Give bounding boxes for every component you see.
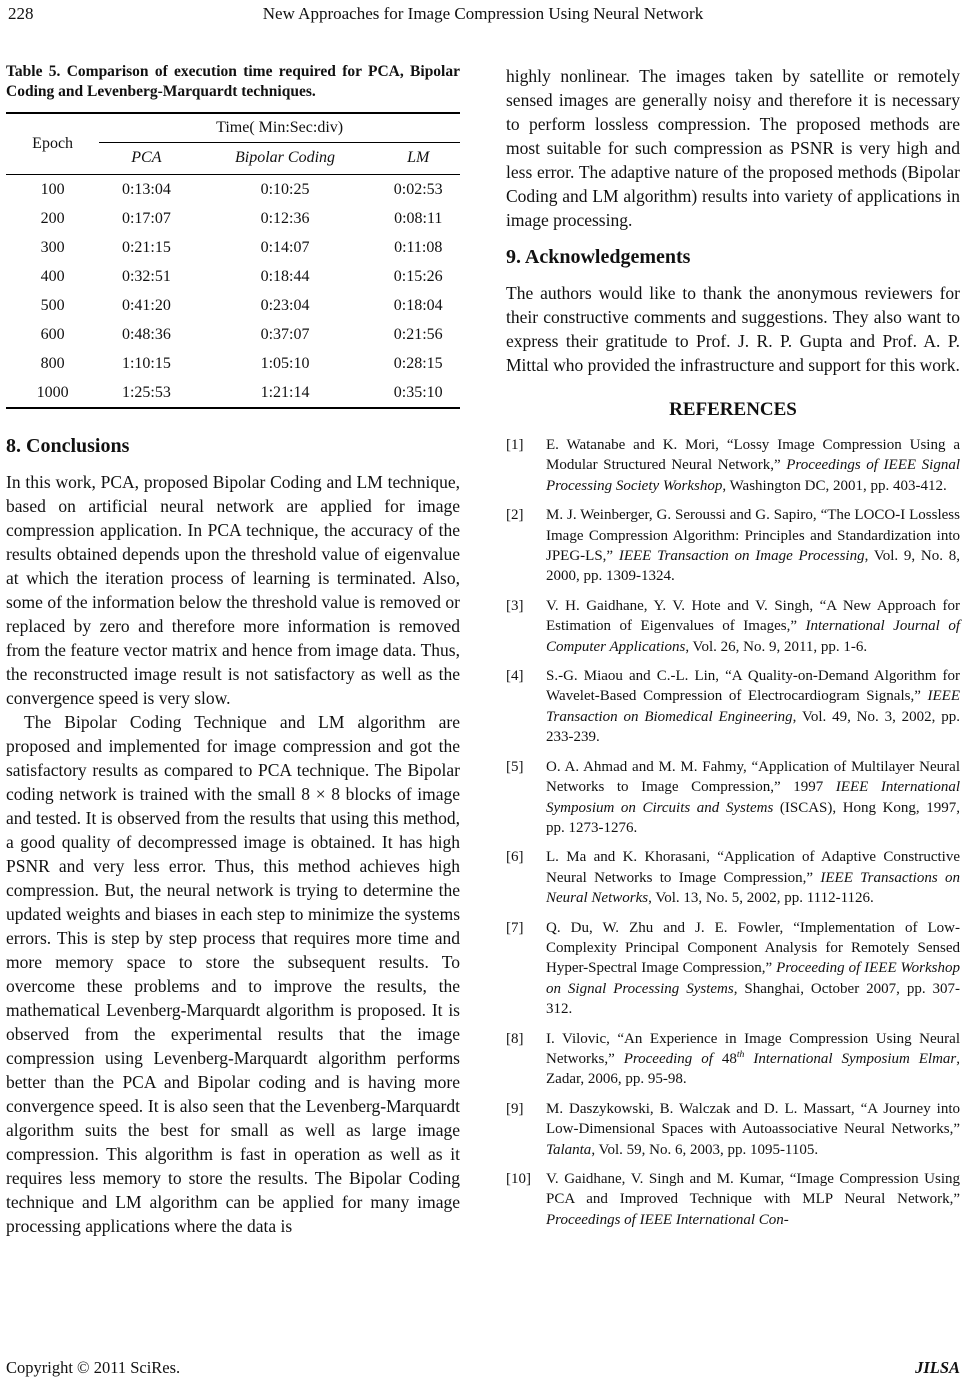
references-heading: REFERENCES: [669, 399, 797, 420]
reference-text: M. Daszykowski, B. Walczak and D. L. Massart, “A Journey into Low-Dimensional Spaces with Autoassociative Neural Networks,” Talanta, Vol. 59, No. 6, 2003, pp. 1095-1105.: [546, 1100, 960, 1158]
two-column-layout: [0, 62, 966, 1239]
epoch-column-header: Epoch: [6, 113, 99, 175]
reference-text: S.-G. Miaou and C.-L. Lin, “A Quality-on-Demand Algorithm for Wavelet-Based Compression of Electrocardiogram Signals,” IEEE Transaction on Biomedical Engineering, Vol. 49, No. 3, 2002, pp. 233-239.: [546, 668, 960, 746]
running-title: New Approaches for Image Compression Using Neural Network: [262, 4, 704, 23]
epoch-cell: 300: [40, 238, 65, 256]
copyright-text: Copyright © 2011 SciRes.: [6, 1358, 181, 1377]
bipolar-cell: 0:12:36: [260, 209, 310, 227]
pca-cell: 0:17:07: [121, 209, 171, 227]
table-row: [6, 175, 460, 205]
lm-cell: 0:11:08: [394, 238, 443, 256]
bipolar-cell: 0:10:25: [260, 180, 310, 198]
left-column: [6, 62, 460, 1239]
bipolar-coding-column-header: Bipolar Coding: [194, 143, 377, 175]
execution-time-table: [6, 112, 460, 409]
reference-text: V. H. Gaidhane, Y. V. Hote and V. Singh, “A New Approach for Estimation of Eigenvalues of Images,” International Journal of Computer Applications, Vol. 26, No. 9, 2011, pp. 1-6.: [546, 597, 960, 655]
epoch-cell: 200: [40, 209, 65, 227]
epoch-cell: 500: [40, 296, 65, 314]
right-column: [506, 62, 960, 1239]
pca-cell: 1:10:15: [121, 354, 171, 372]
reference-item: [506, 1169, 960, 1230]
lm-cell: 0:18:04: [393, 296, 443, 314]
reference-label: [8]: [506, 1030, 524, 1047]
reference-label: [5]: [506, 758, 524, 775]
table-row: [6, 378, 460, 408]
reference-text: M. J. Weinberger, G. Seroussi and G. Sapiro, “The LOCO-I Lossless Image Compression Algorithm: Principles and Standardization into JPEG-LS,” IEEE Transaction on Image Processing, Vol. 9, No. 8, 2000, pp. 1309-1324.: [546, 507, 960, 585]
reference-label: [9]: [506, 1100, 524, 1117]
reference-label: [3]: [506, 597, 524, 614]
table-row: [6, 291, 460, 320]
lm-cell: 0:08:11: [394, 209, 443, 227]
continuation-paragraph: highly nonlinear. The images taken by satellite or remotely sensed images are generally noisy and therefore it is necessary to perform lossless compression. The proposed methods are most suitable for such compression as PSNR is very high and less error. The adaptive nature of the proposed methods (Bipolar Coding and LM algorithm) results into variety of applications in image processing.: [506, 66, 960, 230]
conclusions-paragraph-2: The Bipolar Coding Technique and LM algorithm are proposed and implemented for image compression and got the satisfactory results as compared to PCA technique. The Bipolar coding network is trained with the small 8 × 8 blocks of image and tested. It is observed from the results that using this method, a good quality of decompressed image is obtained. It has high PSNR and very less error. Thus, this method achieves high compression. But, the neural network is trying to determine the updated weights and biases in each step to minimize the systems errors. This is step by step process that requires more time and more memory space to store the subsequent results. To overcome these problems and to improve the results, the mathematical Levenberg-Marquardt algorithm is proposed. It is observed from the experimental results that the image compression using Levenberg-Marquardt algorithm performs better than the PCA and Bipolar coding and is having more convergence speed. It is also seen that the Levenberg-Marquardt algorithm suits the best for small as well as large image compression. This algorithm is fast in operation as well as it requires less memory to store the results. The Bipolar Coding technique and LM algorithm can be applied for many image processing applications where the data is: [6, 712, 460, 1236]
reference-text: L. Ma and K. Khorasani, “Application of Adaptive Constructive Neural Networks to Image Compression,” IEEE Transactions on Neural Networks, Vol. 13, No. 5, 2002, pp. 1112-1126.: [546, 849, 960, 907]
acknowledgements-body: The authors would like to thank the anonymous reviewers for their constructive comments and suggestions. They also want to express their gratitude to Prof. J. R. P. Gupta and Prof. A. P. Mittal who provided the infrastructure and support for this work.: [506, 283, 960, 375]
lm-column-header: LM: [376, 143, 460, 175]
pca-cell: 0:41:20: [121, 296, 171, 314]
reference-item: [506, 918, 960, 1020]
page-number: 228: [8, 4, 34, 23]
table-header-row-1: [6, 113, 460, 143]
conclusions-paragraph-1: In this work, PCA, proposed Bipolar Coding and LM technique, based on artificial neural network are applied for image compression application. In PCA technique, the accuracy of the results obtained depends upon the threshold value of eigenvalue at which the iteration process of learning is terminated. Also, some of the information below the threshold value is removed or replaced by zero and therefore more information is removed from the feature vector matrix and hence from image data. Thus, the reconstructed image result is not satisfactory as well as the convergence speed is very slow.: [6, 472, 460, 708]
lm-cell: 0:35:10: [393, 383, 443, 401]
reference-item: [506, 847, 960, 908]
acknowledgements-heading: 9. Acknowledgements: [506, 246, 691, 268]
reference-label: [6]: [506, 849, 524, 866]
reference-text: O. A. Ahmad and M. M. Fahmy, “Application of Multilayer Neural Networks to Image Compression,” 1997 IEEE International Symposium on Circuits and Systems (ISCAS), Hong Kong, 1997, pp. 1273-1276.: [546, 758, 960, 836]
reference-item: [506, 757, 960, 839]
table-row: [6, 204, 460, 233]
epoch-cell: 400: [40, 267, 65, 285]
table-head: [6, 113, 460, 175]
lm-cell: 0:21:56: [393, 325, 443, 343]
pca-cell: 1:25:53: [121, 383, 171, 401]
reference-label: [1]: [506, 437, 524, 453]
reference-item: [506, 1099, 960, 1160]
bipolar-cell: 0:18:44: [260, 267, 310, 285]
bipolar-cell: 0:14:07: [260, 238, 310, 256]
reference-item: [506, 1029, 960, 1090]
table-caption: Table 5. Comparison of execution time required for PCA, Bipolar Coding and Levenberg-Marquardt techniques.: [6, 63, 460, 100]
journal-label: JILSA: [915, 1358, 960, 1377]
table-row: [6, 349, 460, 378]
pca-cell: 0:13:04: [121, 180, 171, 198]
epoch-cell: 100: [40, 180, 65, 198]
bipolar-cell: 0:37:07: [260, 325, 310, 343]
reference-text: V. Gaidhane, V. Singh and M. Kumar, “Image Compression Using PCA and Improved Technique with MLP Neural Network,” Proceedings of IEEE International Con-: [546, 1171, 960, 1228]
table-body: [6, 175, 460, 409]
page-footer: [6, 1358, 960, 1378]
pca-cell: 0:32:51: [121, 267, 171, 285]
reference-label: [10]: [506, 1171, 531, 1187]
lm-cell: 0:28:15: [393, 354, 443, 372]
reference-item: [506, 435, 960, 496]
lm-cell: 0:15:26: [393, 267, 443, 285]
table-row: [6, 320, 460, 349]
reference-item: [506, 505, 960, 587]
references-list: [506, 435, 960, 1230]
epoch-cell: 1000: [36, 383, 69, 401]
epoch-cell: 800: [40, 354, 65, 372]
bipolar-cell: 1:21:14: [260, 383, 310, 401]
reference-label: [7]: [506, 919, 524, 936]
reference-label: [4]: [506, 668, 524, 685]
page-header: [0, 0, 966, 28]
table-row: [6, 233, 460, 262]
bipolar-cell: 1:05:10: [260, 354, 310, 372]
reference-label: [2]: [506, 507, 524, 524]
pca-cell: 0:21:15: [121, 238, 171, 256]
conclusions-heading: 8. Conclusions: [6, 435, 130, 457]
reference-item: [506, 596, 960, 657]
epoch-cell: 600: [40, 325, 65, 343]
reference-text: E. Watanabe and K. Mori, “Lossy Image Compression Using a Modular Structured Neural Network,” Proceedings of IEEE Signal Processing Society Workshop, Washington DC, 2001, pp. 403-412.: [546, 437, 960, 494]
pca-column-header: PCA: [99, 143, 193, 175]
table-row: [6, 262, 460, 291]
bipolar-cell: 0:23:04: [260, 296, 310, 314]
pca-cell: 0:48:36: [121, 325, 171, 343]
reference-text: Q. Du, W. Zhu and J. E. Fowler, “Implementation of Low-Complexity Principal Component Analysis for Remotely Sensed Hyper-Spectral Image Compression,” Proceeding of IEEE Workshop on Signal Processing Systems, Shanghai, October 2007, pp. 307-312.: [546, 919, 960, 1018]
reference-item: [506, 666, 960, 748]
time-span-header: Time( Min:Sec:div): [99, 113, 460, 143]
lm-cell: 0:02:53: [393, 180, 443, 198]
reference-text: I. Vilovic, “An Experience in Image Compression Using Neural Networks,” Proceeding of 48th International Symposium Elmar, Zadar, 2006, pp. 95-98.: [546, 1030, 961, 1088]
